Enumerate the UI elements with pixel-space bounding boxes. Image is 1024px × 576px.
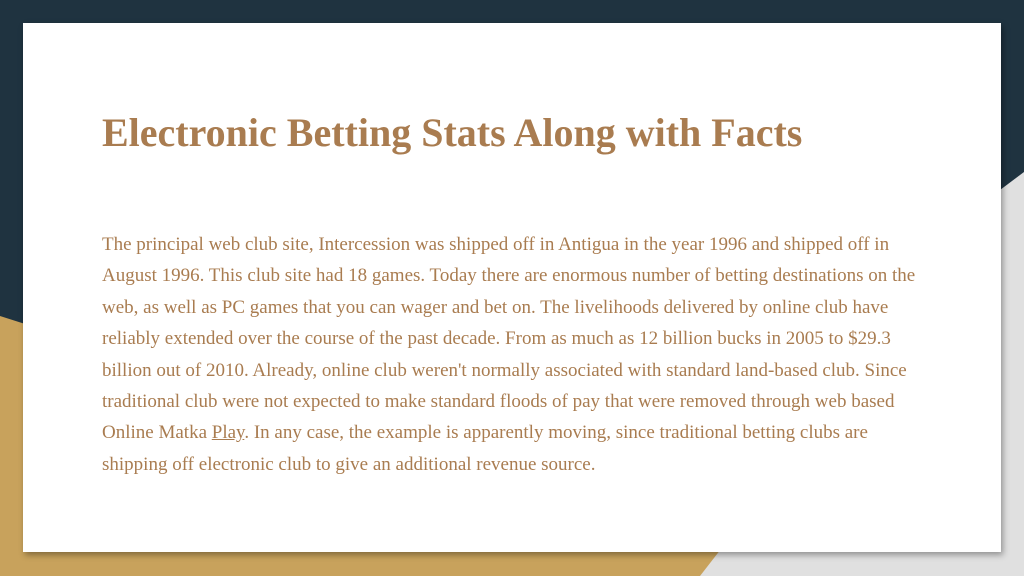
online-matka-play-link[interactable]: Play [211,422,245,444]
slide-card [23,23,1001,552]
paragraph-text-end: . In any case, the example is apparently moving, since traditional betting clubs are shipping off electronic club to give an additional revenue source. [102,422,868,475]
body-paragraph [102,229,932,480]
paragraph-text-start: The principal web club site, Intercession was shipped off in Antigua in the year 1996 and shipped off in August 1996. This club site had 18 games. Today there are enormous number of betting destinations on the web, as well as PC games that you can wager and bet on. The livelihoods delivered by online club have reliably extended over the course of the past decade. From as much as 12 billion bucks in 2005 to $29.3 billion out of 2010. Already, online club weren't normally associated with standard land-based club. Since traditional club were not expected to make standard floods of pay that were removed through web based Online Matka [102,234,916,444]
slide-title: Electronic Betting Stats Along with Facts [102,110,803,155]
